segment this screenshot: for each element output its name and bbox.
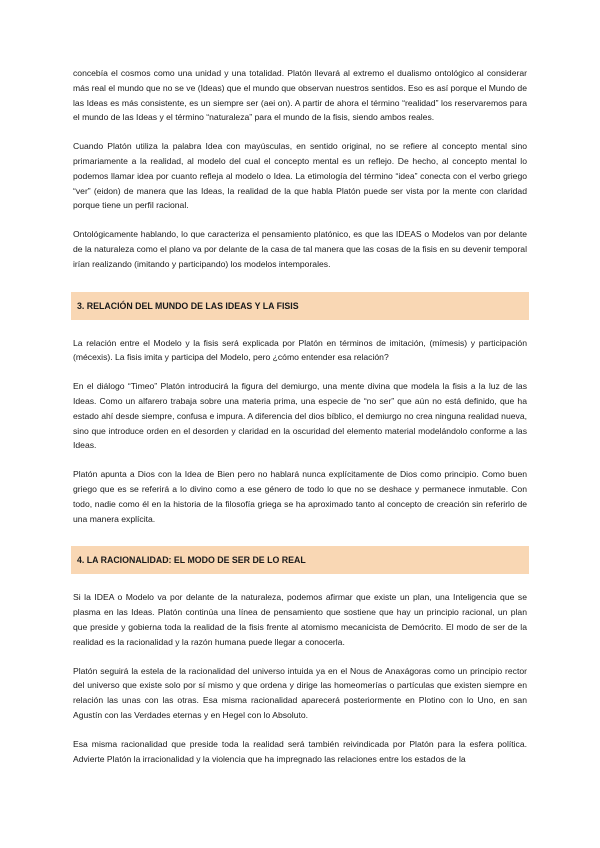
section-4-paragraph-3: Esa misma racionalidad que preside toda la realidad será también reivindicada por Platón para la esfera política. Advierte Platón la irracionalidad y la violencia que ha impregnado las relaciones entre los estados de la xyxy=(73,738,527,764)
section-3-heading-bar xyxy=(71,292,529,320)
section-3-paragraph-2: En el diálogo “Timeo” Platón introducirá la figura del demiurgo, una mente divina que modela la fisis a la luz de las Ideas. Como un alfarero trabaja sobre una materia prima, una especie de “no ser” que aún no está definido, que ha estado ahí desde siempre, confusa e impura. A diferencia del dios bíblico, el demiurgo no crea ninguna realidad nueva, sino que introduce orden en el desorden y claridad en la oscuridad del elemento material modelándolo conforme a las Ideas. xyxy=(73,381,527,451)
section-4-heading-bar xyxy=(71,546,529,574)
paragraph-intro-1: concebía el cosmos como una unidad y una totalidad. Platón llevará al extremo el dualismo ontológico al considerar más real el mundo que no se ve (Ideas) que el mundo que observan nuestros sentidos. Eso es así porque el Mundo de las Ideas es más consistente, es un siempre ser (aei on). A partir de ahora el término “realidad” los reservaremos para el mundo de las Ideas y el término “naturaleza” para el mundo de la fisis, siendo ambos reales. xyxy=(73,68,527,123)
section-3-heading: 3. RELACIÓN DEL MUNDO DE LAS IDEAS Y LA FISIS xyxy=(77,300,299,311)
paragraph-intro-3: Ontológicamente hablando, lo que caracteriza el pensamiento platónico, es que las IDEAS o Modelos van por delante de la naturaleza como el plano va por delante de la casa de tal manera que las cosas de la fisis en su devenir temporal irían realizando (imitando y participando) los modelos intemporales. xyxy=(73,229,527,269)
section-3-paragraph-3: Platón apunta a Dios con la Idea de Bien pero no hablará nunca explícitamente de Dios como principio. Como buen griego que es se referirá a lo divino como a ese género de todo lo que no se deshace y permanece inmutable. Con todo, nadie como él en la historia de la filosofía griega se ha aproximado tanto al concepto de creación sin referirlo de una manera explícita. xyxy=(73,469,527,524)
section-4-paragraph-2: Platón seguirá la estela de la racionalidad del universo intuida ya en el Nous de Anaxágoras como un principio rector del universo que existe solo por sí mismo y que ordena y dirige las homeomerías o partículas que existen siempre en relación las unas con las otras. Esa misma racionalidad aparecerá posteriormente en Plotino con lo Uno, en san Agustín con las Verdades eternas y en Hegel con lo Absoluto. xyxy=(73,665,527,720)
section-3-paragraph-1: La relación entre el Modelo y la fisis será explicada por Platón en términos de imitación, (mímesis) y participación (mécexis). La fisis imita y participa del Modelo, pero ¿cómo entender esa relación? xyxy=(73,337,527,363)
section-4-paragraph-1: Si la IDEA o Modelo va por delante de la naturaleza, podemos afirmar que existe un plan, una Inteligencia que se plasma en las Ideas. Platón continúa una línea de pensamiento que sostiene que hay un principio racional, un plan que preside y gobierna toda la realidad de la fisis frente al atomismo mecanicista de Demócrito. El modo de ser de la realidad es la racionalidad y la razón humana puede llegar a conocerla. xyxy=(73,592,527,647)
section-4-heading: 4. LA RACIONALIDAD: EL MODO DE SER DE LO REAL xyxy=(77,555,306,566)
paragraph-intro-2: Cuando Platón utiliza la palabra Idea con mayúsculas, en sentido original, no se refiere al concepto mental sino primariamente a la realidad, al modelo del cual el concepto mental es un reflejo. De hecho, al concepto mental lo podemos llamar idea por cuanto refleja al modelo o Idea. La etimología del término “idea” conecta con el verbo griego “ver” (eidon) de manera que las Ideas, la realidad de la que habla Platón puede ser vista por la mente con claridad porque tiene un perfil racional. xyxy=(73,141,527,211)
